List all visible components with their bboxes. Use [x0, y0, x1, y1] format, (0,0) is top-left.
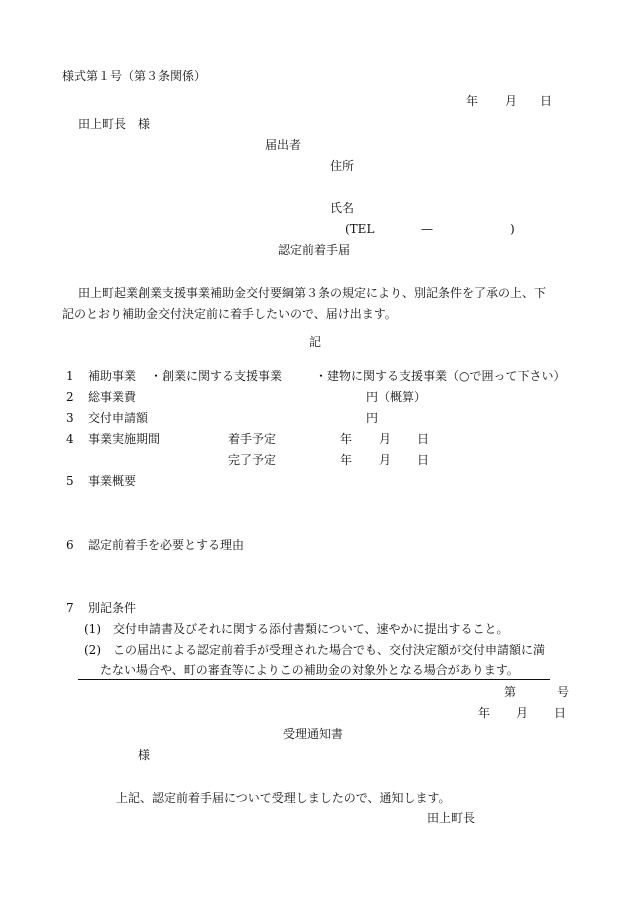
address-label: 住所: [330, 159, 355, 173]
tel-dash: —: [421, 222, 433, 236]
condition-1-text: 交付申請書及びそれに関する添付書類について、速やかに提出すること。: [113, 622, 509, 636]
item-5-num: 5: [66, 474, 74, 488]
start-label: 着手予定: [228, 432, 277, 446]
condition-2-text-b: たない場合や、町の審査等によりこの補助金の対象外となる場合があります。: [100, 663, 519, 677]
start-day: 日: [417, 432, 430, 446]
receipt-body: 上記、認定前着手届について受理しましたので、通知します。: [116, 791, 451, 805]
item-4-num: 4: [66, 432, 74, 446]
item-4-label: 事業実施期間: [88, 432, 161, 446]
date-day: 日: [540, 94, 553, 108]
condition-2-num: (2): [84, 643, 101, 657]
date-month: 月: [505, 94, 518, 108]
item-1-option-1: ・創業に関する支援事業: [150, 369, 283, 383]
end-year: 年: [340, 453, 353, 467]
start-month: 月: [379, 432, 392, 446]
notifier-label: 届出者: [265, 138, 302, 152]
item-3-unit: 円: [366, 411, 379, 425]
receipt-day: 日: [554, 706, 567, 720]
start-year: 年: [340, 432, 353, 446]
end-label: 完了予定: [228, 453, 277, 467]
receipt-go: 号: [557, 685, 570, 699]
item-3-num: 3: [66, 411, 74, 425]
name-label: 氏名: [330, 201, 355, 215]
item-2-num: 2: [66, 390, 74, 404]
item-3-label: 交付申請額: [88, 411, 149, 425]
item-5-label: 事業概要: [88, 474, 137, 488]
item-7-label: 別記条件: [88, 601, 137, 615]
receipt-signer: 田上町長: [427, 811, 476, 825]
receipt-sama: 様: [138, 748, 151, 762]
ki-label: 記: [309, 335, 322, 349]
tel-open: (TEL: [345, 222, 375, 236]
receipt-month: 月: [516, 706, 529, 720]
item-2-label: 総事業費: [88, 390, 137, 404]
item-1-label: 補助事業: [88, 369, 137, 383]
addressee: 田上町長 様: [78, 117, 151, 131]
item-1-option-2: ・建物に関する支援事業（○で囲って下さい）: [315, 369, 566, 383]
divider-line: [78, 679, 550, 680]
document-title: 認定前着手届: [278, 243, 351, 257]
body-line-2: 記のとおり補助金交付決定前に着手したいので、届け出ます。: [62, 307, 397, 321]
condition-2-text-a: この届出による認定前着手が受理された場合でも、交付決定額が交付申請額に満: [113, 643, 546, 657]
item-6-num: 6: [66, 538, 74, 552]
form-label: 様式第１号（第３条関係）: [62, 69, 207, 83]
item-7-num: 7: [66, 601, 74, 615]
receipt-dai: 第: [504, 685, 517, 699]
date-year: 年: [466, 94, 479, 108]
receipt-title: 受理通知書: [283, 727, 344, 741]
body-line-1: 田上町起業創業支援事業補助金交付要綱第３条の規定により、別記条件を了承の上、下: [78, 286, 547, 300]
item-6-label: 認定前着手を必要とする理由: [88, 538, 245, 552]
item-2-unit: 円（概算）: [366, 390, 427, 404]
tel-close: ): [510, 222, 515, 236]
receipt-year: 年: [478, 706, 491, 720]
item-1-num: 1: [66, 369, 74, 383]
end-day: 日: [417, 453, 430, 467]
end-month: 月: [379, 453, 392, 467]
condition-1-num: (1): [84, 622, 101, 636]
